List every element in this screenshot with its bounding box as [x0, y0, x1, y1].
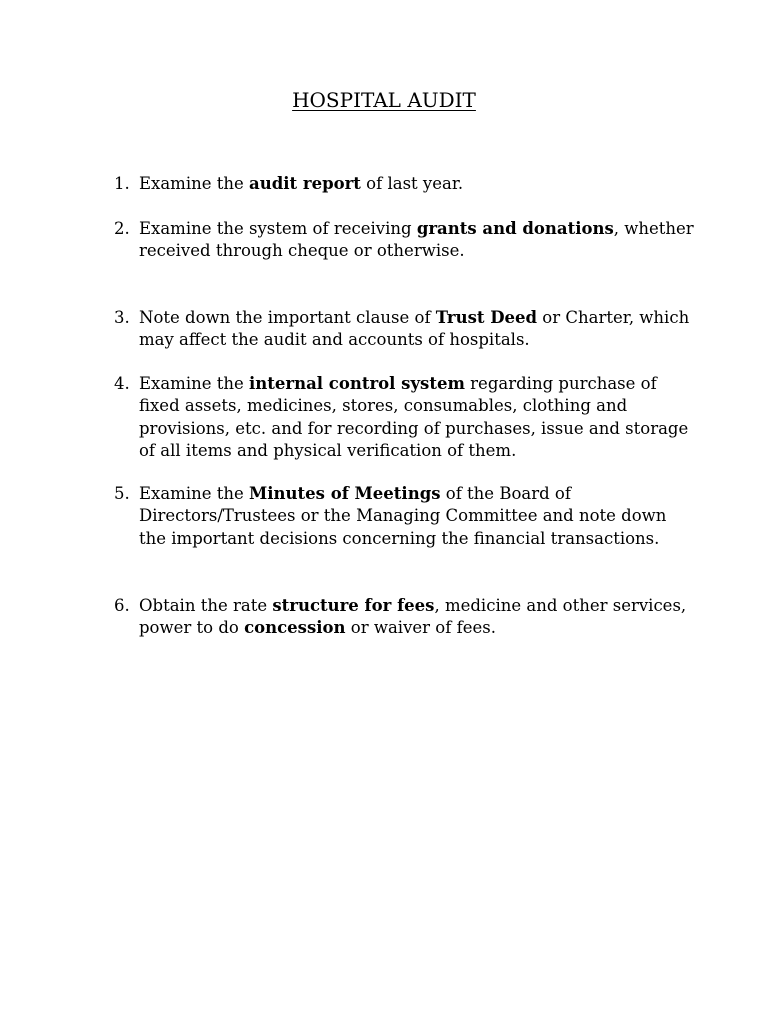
item-number: 4.	[114, 374, 130, 393]
item-text-bold: grants and donations	[416, 219, 614, 238]
item-text-part: Obtain the rate	[139, 596, 273, 615]
list-item-1	[114, 173, 694, 195]
item-text-part: or Charter, which may affect the audit and accounts of hospitals.	[139, 308, 690, 350]
item-text-bold: internal control system	[249, 374, 465, 393]
page-title: HOSPITAL AUDIT	[292, 88, 476, 112]
item-text-bold: Trust Deed	[435, 308, 538, 327]
item-text	[139, 307, 694, 352]
list-item-2	[114, 218, 694, 263]
item-number: 1.	[114, 174, 130, 193]
item-number: 5.	[114, 484, 130, 503]
item-number: 6.	[114, 596, 130, 615]
list-item-6	[114, 595, 694, 640]
item-text-part: regarding purchase of fixed assets, medicines, stores, consumables, clothing and provisions, etc. and for recording of purchases, issue and storage of all items and physical verification of them.	[139, 374, 689, 460]
item-text-part: of last year.	[360, 174, 464, 193]
item-text-bold: structure for fees	[272, 596, 435, 615]
item-text	[139, 483, 694, 550]
item-number: 3.	[114, 308, 130, 327]
item-text-part: , medicine and other services, power to do	[139, 596, 687, 638]
item-text	[139, 373, 694, 462]
item-text-part: Examine the	[139, 174, 250, 193]
item-text-part: Note down the important clause of	[139, 308, 436, 327]
item-text-part: or waiver of fees.	[345, 618, 496, 638]
item-text-part: Examine the	[139, 484, 250, 503]
item-text-bold: audit report	[249, 174, 361, 193]
item-text-bold: concession	[244, 618, 346, 638]
item-text-part: Examine the system of receiving	[139, 219, 417, 238]
item-number: 2.	[114, 219, 130, 238]
item-text-part: , whether received through cheque or otherwise.	[139, 219, 694, 261]
item-text	[139, 173, 694, 195]
list-item-5	[114, 483, 694, 550]
list-item-3	[114, 307, 694, 352]
item-text	[139, 595, 694, 640]
item-text-part: of the Board of Directors/Trustees or the Managing Committee and note down the important decisions concerning the financial transactions.	[139, 484, 667, 548]
item-text-bold: Minutes of Meetings	[249, 484, 441, 503]
list-item-4	[114, 373, 694, 462]
item-text-part: Examine the	[139, 374, 250, 393]
item-text	[139, 218, 694, 263]
